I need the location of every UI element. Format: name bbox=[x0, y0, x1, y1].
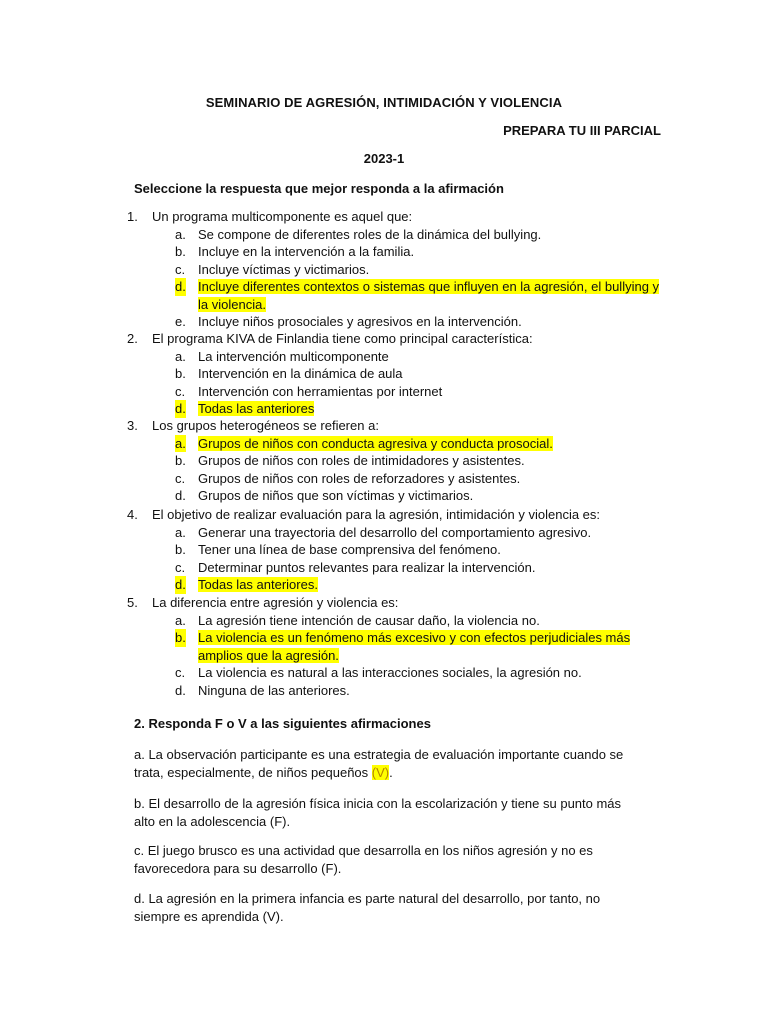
tf-answer: (V) bbox=[371, 765, 390, 780]
option-b bbox=[127, 541, 667, 559]
question-number: 4. bbox=[127, 507, 138, 522]
option-text: Grupos de niños con conducta agresiva y conducta prosocial. bbox=[198, 435, 553, 451]
option-letter: b. bbox=[175, 542, 186, 557]
option-letter: a. bbox=[175, 435, 186, 451]
option-c bbox=[127, 261, 667, 279]
question-stem: Un programa multicomponente es aquel que: bbox=[152, 209, 413, 224]
option-letter: b. bbox=[175, 366, 186, 381]
document-title: SEMINARIO DE AGRESIÓN, INTIMIDACIÓN Y VIOLENCIA bbox=[205, 95, 563, 110]
option-text: Generar una trayectoria del desarrollo del comportamiento agresivo. bbox=[198, 524, 592, 540]
option-e bbox=[127, 313, 667, 331]
option-letter: b. bbox=[175, 630, 186, 645]
option-text: Intervención con herramientas por internet bbox=[198, 383, 443, 399]
tf-statement: c. El juego brusco es una actividad que desarrolla en los niños agresión y no es favorecedora para su desarrollo bbox=[134, 843, 593, 876]
tf-end: . bbox=[279, 909, 284, 924]
tf-item-c bbox=[134, 842, 634, 878]
option-b bbox=[127, 452, 667, 470]
tf-item-d bbox=[134, 890, 634, 926]
option-letter: e. bbox=[175, 314, 186, 329]
option-letter: a. bbox=[175, 348, 186, 364]
option-a bbox=[127, 348, 667, 366]
question-1 bbox=[127, 208, 667, 331]
question-stem: La diferencia entre agresión y violencia es: bbox=[152, 595, 399, 610]
tf-answer: (F) bbox=[269, 814, 287, 829]
tf-answer: (V) bbox=[262, 909, 280, 924]
section1-instruction: Seleccione la respuesta que mejor responda a la afirmación bbox=[134, 181, 504, 196]
option-b-correct bbox=[127, 629, 667, 664]
option-text: La intervención multicomponente bbox=[198, 348, 389, 364]
option-a-correct bbox=[127, 435, 667, 453]
option-letter: d. bbox=[175, 401, 186, 416]
option-letter: d. bbox=[175, 279, 186, 294]
option-text: Incluye en la intervención a la familia. bbox=[198, 244, 415, 259]
option-d-correct bbox=[127, 576, 667, 594]
question-4 bbox=[127, 506, 667, 594]
option-text: Incluye víctimas y victimarios. bbox=[198, 261, 370, 277]
option-b bbox=[127, 243, 667, 261]
question-2 bbox=[127, 330, 667, 418]
tf-end: . bbox=[286, 814, 291, 829]
option-text: Grupos de niños con roles de reforzadores y asistentes. bbox=[198, 470, 521, 486]
question-number: 1. bbox=[127, 209, 138, 224]
option-text: Todas las anteriores. bbox=[198, 577, 318, 592]
option-d-correct bbox=[127, 400, 667, 418]
option-b bbox=[127, 365, 667, 383]
tf-statement: d. La agresión en la primera infancia es parte natural del desarrollo, por tanto, no siempre es aprendida bbox=[134, 891, 601, 924]
option-d bbox=[127, 682, 667, 700]
option-text: Se compone de diferentes roles de la dinámica del bullying. bbox=[198, 226, 542, 242]
option-text: La agresión tiene intención de causar daño, la violencia no. bbox=[198, 612, 540, 628]
option-c bbox=[127, 559, 667, 577]
option-d-correct bbox=[127, 278, 667, 313]
option-letter: d. bbox=[175, 577, 186, 592]
option-text: La violencia es un fenómeno más excesivo y con efectos perjudiciales más amplios que la agresión. bbox=[198, 630, 631, 663]
tf-statement: a. La observación participante es una estrategia de evaluación importante cuando se trata, especialmente, de niños pequeños bbox=[134, 747, 624, 780]
option-c bbox=[127, 470, 667, 488]
option-letter: d. bbox=[175, 488, 186, 503]
option-text: Grupos de niños con roles de intimidadores y asistentes. bbox=[198, 453, 525, 468]
option-text: Determinar puntos relevantes para realizar la intervención. bbox=[198, 559, 536, 575]
option-text: Ninguna de las anteriores. bbox=[198, 682, 350, 698]
tf-end: . bbox=[389, 765, 393, 780]
option-letter: b. bbox=[175, 453, 186, 468]
section2-title: 2. Responda F o V a las siguientes afirmaciones bbox=[134, 716, 431, 731]
option-text: Todas las anteriores bbox=[198, 401, 315, 416]
question-number: 3. bbox=[127, 418, 138, 433]
option-text: Grupos de niños que son víctimas y victimarios. bbox=[198, 488, 474, 503]
option-c bbox=[127, 664, 667, 682]
option-letter: c. bbox=[175, 383, 186, 399]
option-a bbox=[127, 226, 667, 244]
tf-answer: (F) bbox=[321, 861, 338, 876]
option-letter: c. bbox=[175, 559, 186, 575]
option-letter: a. bbox=[175, 524, 186, 540]
document-subtitle: PREPARA TU III PARCIAL bbox=[503, 123, 661, 138]
option-c bbox=[127, 383, 667, 401]
question-stem: El programa KIVA de Finlandia tiene como principal característica: bbox=[152, 331, 533, 346]
option-text: La violencia es natural a las interacciones sociales, la agresión no. bbox=[198, 665, 582, 680]
document-year: 2023-1 bbox=[363, 151, 405, 166]
option-text: Intervención en la dinámica de aula bbox=[198, 366, 403, 381]
option-a bbox=[127, 612, 667, 630]
tf-item-a bbox=[134, 746, 634, 782]
question-stem: Los grupos heterogéneos se refieren a: bbox=[152, 418, 379, 433]
question-number: 2. bbox=[127, 331, 138, 346]
option-text: Tener una línea de base comprensiva del fenómeno. bbox=[198, 542, 501, 557]
option-text: Incluye diferentes contextos o sistemas que influyen en la agresión, el bullying y la violencia. bbox=[198, 279, 660, 312]
option-letter: c. bbox=[175, 665, 186, 680]
option-letter: b. bbox=[175, 244, 186, 259]
tf-end: . bbox=[337, 861, 342, 876]
option-letter: c. bbox=[175, 470, 186, 486]
tf-statement: b. El desarrollo de la agresión física inicia con la escolarización y tiene su punto más alto en la adolescencia bbox=[134, 796, 622, 829]
tf-item-b bbox=[134, 795, 634, 831]
option-text: Incluye niños prosociales y agresivos en la intervención. bbox=[198, 314, 522, 329]
option-letter: a. bbox=[175, 612, 186, 628]
option-d bbox=[127, 487, 667, 505]
question-3 bbox=[127, 417, 667, 505]
question-stem: El objetivo de realizar evaluación para la agresión, intimidación y violencia es: bbox=[152, 507, 601, 522]
option-letter: a. bbox=[175, 226, 186, 242]
option-letter: c. bbox=[175, 261, 186, 277]
option-a bbox=[127, 524, 667, 542]
option-letter: d. bbox=[175, 682, 186, 698]
question-number: 5. bbox=[127, 595, 138, 610]
question-5 bbox=[127, 594, 667, 699]
